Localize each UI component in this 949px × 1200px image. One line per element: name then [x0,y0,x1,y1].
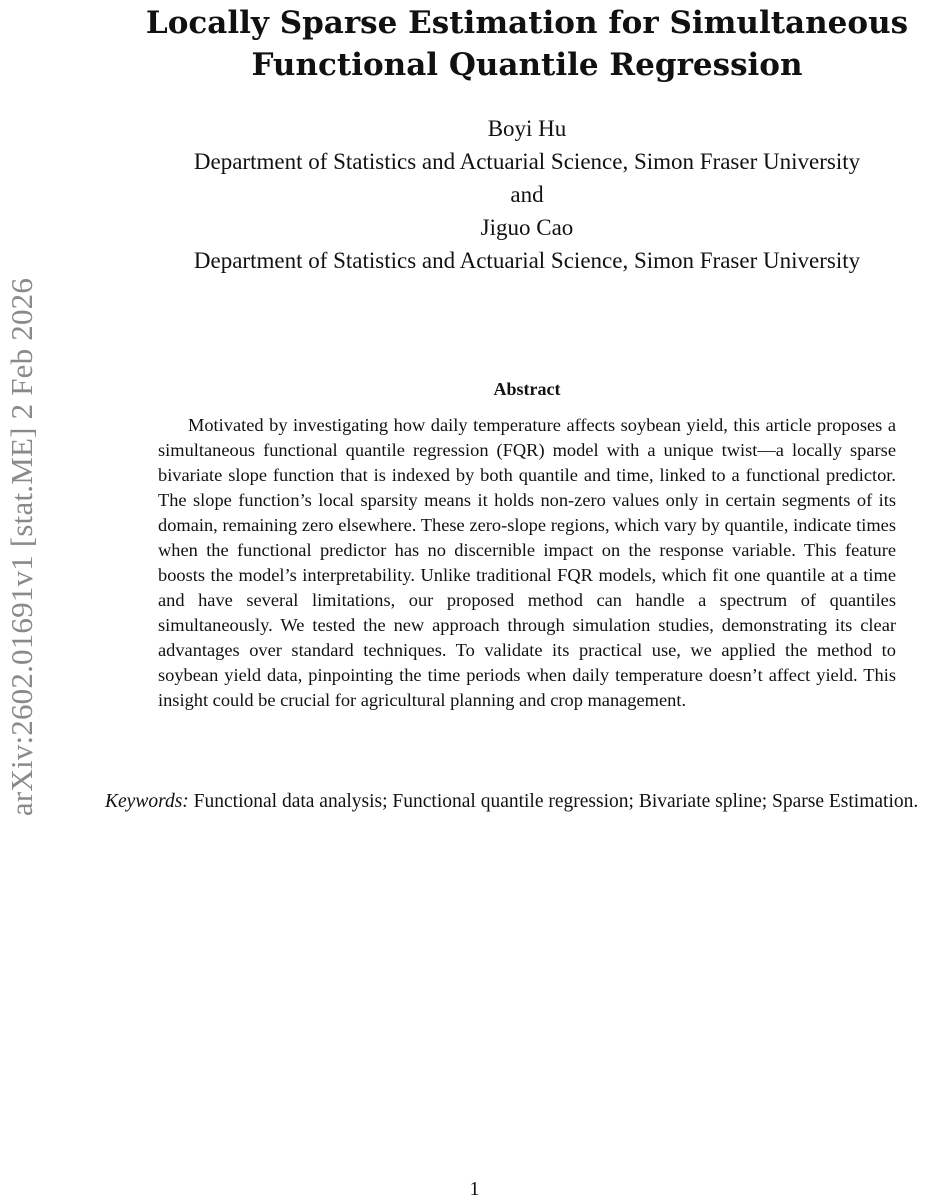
author-block [105,112,949,277]
title-line-1: Locally Sparse Estimation for Simultaneous [145,5,909,41]
author-name-2: Jiguo Cao [480,215,574,240]
keywords [105,788,949,815]
keywords-label: Keywords: [105,791,189,812]
keywords-list: Functional data analysis; Functional quantile regression; Bivariate spline; Sparse Estimation. [193,791,919,812]
title-line-2: Functional Quantile Regression [251,47,803,83]
abstract-body: Motivated by investigating how daily temperature affects soybean yield, this article proposes a simultaneous functional quantile regression (FQR) model with a unique twist—a locally sparse bivariate slope function that is indexed by both quantile and time, linked to a functional predictor. The slope function’s local sparsity means it holds non-zero values only in certain segments of its domain, remaining zero elsewhere. These zero-slope regions, which vary by quantile, indicate times when the functional predictor has no discernible impact on the response variable. This feature boosts the model’s interpretability. Unlike traditional FQR models, which fit one quantile at a time and have several limitations, our proposed method can handle a spectrum of quantiles simultaneously. We tested the new approach through simulation studies, demonstrating its clear advantages over standard techniques. To validate its practical use, we applied the method to soybean yield data, pinpointing the time periods when daily temperature doesn’t affect yield. This insight could be crucial for agricultural planning and crop management. [158,415,896,710]
page-number: 1 [469,1178,480,1200]
abstract-heading: Abstract [493,379,561,399]
author-name-1: Boyi Hu [487,116,567,141]
author-affiliation-2: Department of Statistics and Actuarial Science, Simon Fraser University [193,248,861,273]
paper-title [105,2,949,86]
arxiv-identifier: arXiv:2602.01691v1 [stat.ME] 2 Feb 2026 [4,277,39,817]
author-affiliation-1: Department of Statistics and Actuarial Science, Simon Fraser University [193,149,861,174]
author-separator: and [510,182,544,207]
